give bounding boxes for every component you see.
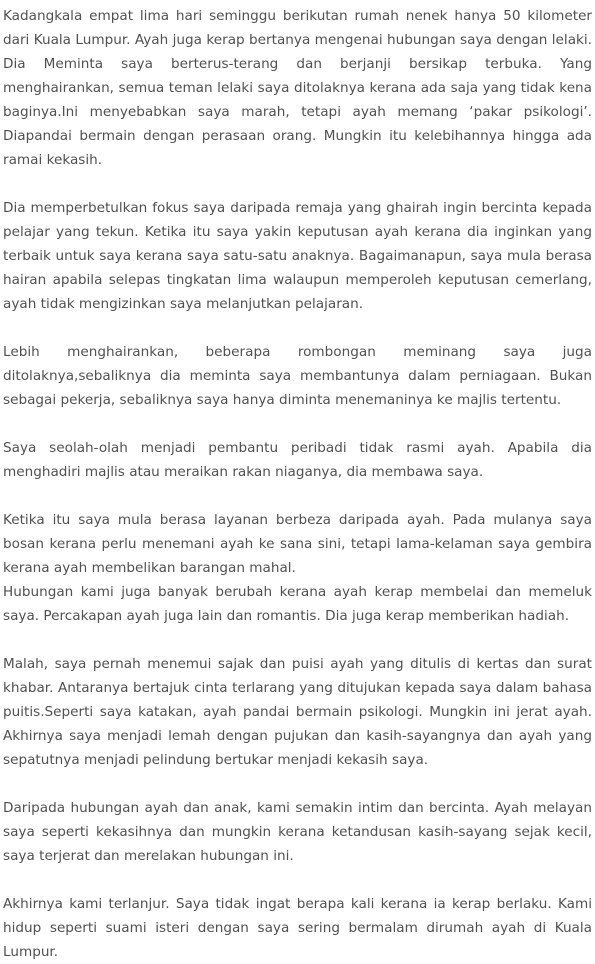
paragraph-4: Saya seolah-olah menjadi pembantu peribadi tidak rasmi ayah. Apabila dia menghadiri majlis atau meraikan rakan niaganya, dia membawa saya. [3,440,592,480]
paragraph-3: Lebih menghairankan, beberapa rombongan meminang saya juga ditolaknya,sebaliknya dia meminta saya membantunya dalam perniagaan. Bukan sebagai pekerja, sebaliknya saya hanya diminta menemaninya ke majlis tertentu. [3,344,592,408]
paragraph-8: Akhirnya kami terlanjur. Saya tidak ingat berapa kali kerana ia kerap berlaku. Kami hidup seperti suami isteri dengan saya sering bermalam dirumah ayah di Kuala Lumpur. [3,896,592,960]
paragraph-5-line-2: Hubungan kami juga banyak berubah kerana ayah kerap membelai dan memeluk saya. Percakapan ayah juga lain dan romantis. Dia juga kerap memberikan hadiah. [3,584,592,624]
paragraph-6: Malah, saya pernah menemui sajak dan puisi ayah yang ditulis di kertas dan surat khabar. Antaranya bertajuk cinta terlarang yang ditujukan kepada saya dalam bahasa puitis.Seperti saya katakan, ayah pandai bermain psikologi. Mungkin ini jerat ayah. Akhirnya saya menjadi lemah dengan pujukan dan kasih-sayangnya dan ayah yang sepatutnya menjadi pelindung bertukar menjadi kekasih saya. [3,656,592,768]
paragraph-2: Dia memperbetulkan fokus saya daripada remaja yang ghairah ingin bercinta kepada pelajar yang tekun. Ketika itu saya yakin keputusan ayah kerana dia inginkan yang terbaik untuk saya kerana saya satu-satu anaknya. Bagaimanapun, saya mula berasa hairan apabila selepas tingkatan lima walaupun memperoleh keputusan cemerlang, ayah tidak mengizinkan saya melanjutkan pelajaran. [3,200,592,312]
paragraph-7: Daripada hubungan ayah dan anak, kami semakin intim dan bercinta. Ayah melayan saya seperti kekasihnya dan mungkin kerana ketandusan kasih-sayang sejak kecil, saya terjerat dan merelakan hubungan ini. [3,800,592,864]
paragraph-5-line-1: Ketika itu saya mula berasa layanan berbeza daripada ayah. Pada mulanya saya bosan kerana perlu menemani ayah ke sana sini, tetapi lama-kelaman saya gembira kerana ayah membelikan barangan mahal. [3,512,592,576]
paragraph-1: Kadangkala empat lima hari seminggu berikutan rumah nenek hanya 50 kilometer dari Kuala Lumpur. Ayah juga kerap bertanya mengenai hubungan saya dengan lelaki. Dia Meminta saya berterus-terang dan berjanji bersikap terbuka. Yang menghairankan, semua teman lelaki saya ditolaknya kerana ada saja yang tidak kena baginya.Ini menyebabkan saya marah, tetapi ayah memang ‘pakar psikologi’. Diapandai bermain dengan perasaan orang. Mungkin itu kelebihannya hingga ada ramai kekasih. [3,8,592,168]
paragraph-5 [3,508,592,628]
